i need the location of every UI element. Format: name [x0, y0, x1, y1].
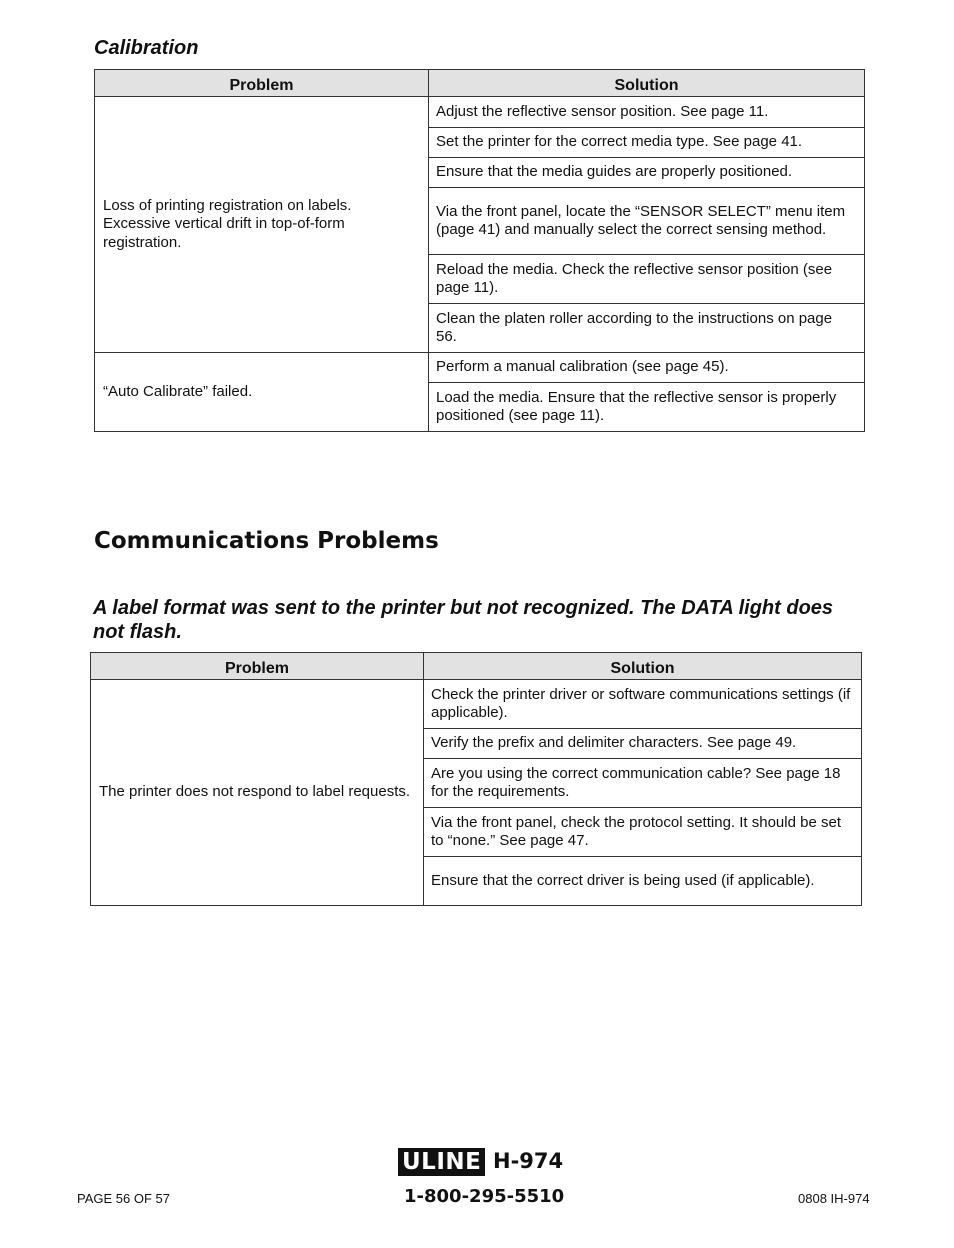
- solution-cell: Clean the platen roller according to the instructions on page 56.: [429, 304, 865, 353]
- phone-number: 1-800-295-5510: [404, 1186, 565, 1207]
- document-code: 0808 IH-974: [798, 1191, 870, 1206]
- problem-column-header: Problem: [91, 653, 424, 680]
- solution-cell: Via the front panel, locate the “SENSOR SELECT” menu item (page 41) and manually select the correct sensing method.: [429, 188, 865, 255]
- solution-column-header: Solution: [429, 70, 865, 97]
- problem-cell: The printer does not respond to label requests.: [91, 680, 424, 906]
- solution-cell: Load the media. Ensure that the reflective sensor is properly positioned (see page 11).: [429, 383, 865, 432]
- solution-cell: Verify the prefix and delimiter characters. See page 49.: [424, 729, 862, 759]
- solution-cell: Perform a manual calibration (see page 45).: [429, 353, 865, 383]
- solution-cell: Reload the media. Check the reflective sensor position (see page 11).: [429, 255, 865, 304]
- solution-cell: Ensure that the correct driver is being used (if applicable).: [424, 857, 862, 906]
- solution-cell: Adjust the reflective sensor position. See page 11.: [429, 97, 865, 128]
- uline-logo: ULINE: [398, 1148, 485, 1176]
- calibration-table: [94, 69, 865, 432]
- solution-cell: Set the printer for the correct media type. See page 41.: [429, 128, 865, 158]
- solution-column-header: Solution: [424, 653, 862, 680]
- communications-table: [90, 652, 862, 906]
- communications-subheading: A label format was sent to the printer but not recognized. The DATA light does not flash.: [93, 597, 834, 643]
- problem-cell: “Auto Calibrate” failed.: [95, 353, 429, 432]
- calibration-heading: Calibration: [94, 37, 199, 59]
- communications-heading: Communications Problems: [94, 528, 439, 554]
- solution-cell: Are you using the correct communication cable? See page 18 for the requirements.: [424, 759, 862, 808]
- solution-cell: Via the front panel, check the protocol setting. It should be set to “none.” See page 47.: [424, 808, 862, 857]
- problem-column-header: Problem: [95, 70, 429, 97]
- problem-cell: Loss of printing registration on labels. Excessive vertical drift in top-of-form registration.: [95, 97, 429, 353]
- page-number: PAGE 56 OF 57: [77, 1191, 170, 1206]
- solution-cell: Check the printer driver or software communications settings (if applicable).: [424, 680, 862, 729]
- solution-cell: Ensure that the media guides are properly positioned.: [429, 158, 865, 188]
- model-number: H-974: [493, 1149, 564, 1173]
